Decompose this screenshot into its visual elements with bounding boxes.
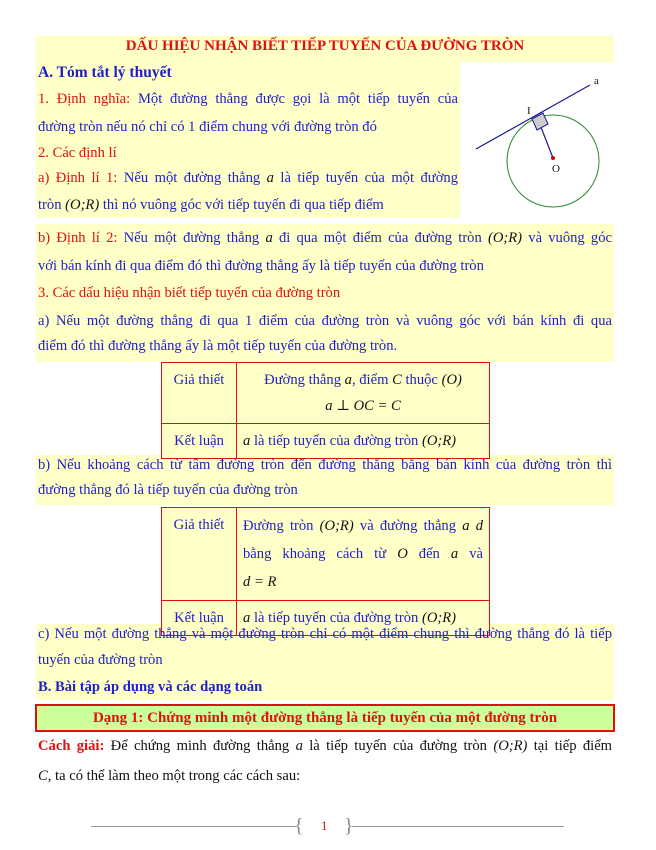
math: a <box>344 372 352 388</box>
math: a <box>295 738 303 754</box>
math: (O;R) <box>421 433 457 449</box>
definition-label: 1. Định nghĩa: <box>38 91 131 107</box>
table1-header-conclusion: Kết luận <box>162 424 237 459</box>
math: (O;R) <box>65 197 100 213</box>
sign1-line-1: a) Nếu một đường thẳng đi qua 1 điểm của đường tròn và vuông góc với bán kính đi qua <box>38 313 612 329</box>
text: tròn <box>38 197 62 213</box>
math: (O) <box>441 372 462 388</box>
text: là tiếp tuyến của đường tròn <box>253 433 419 449</box>
label-o: O <box>552 163 560 175</box>
text: và vuông góc <box>528 230 613 246</box>
circle <box>507 115 599 207</box>
math: (O;R) <box>488 230 523 246</box>
math: a <box>265 230 273 246</box>
table-sign-2 <box>161 507 490 636</box>
math: C <box>38 768 48 784</box>
sign2-line-2: đường thẳng đó là tiếp tuyến của đường tròn <box>38 482 298 498</box>
page-title: DẤU HIỆU NHẬN BIẾT TIẾP TUYẾN CỦA ĐƯỜNG TRÒN <box>125 38 525 54</box>
table1-conclusion <box>237 424 490 459</box>
text: là tiếp tuyến của đường tròn <box>309 738 487 754</box>
footer-line-right <box>352 826 564 827</box>
page-number: 1 <box>321 818 328 833</box>
signs-heading: 3. Các dấu hiệu nhận biết tiếp tuyến của đường tròn <box>38 285 341 301</box>
text: Đường thẳng <box>264 372 341 388</box>
table1-hypothesis <box>237 363 490 424</box>
sign2-line-1: b) Nếu khoảng cách từ tâm đường tròn đến đường thẳng bằng bán kính của đường tròn thì <box>38 457 612 473</box>
method-line-1 <box>38 737 612 755</box>
text: và <box>469 546 484 562</box>
footer-bracket-right: } <box>344 815 354 837</box>
label-i: I <box>527 105 531 117</box>
section-a-heading: A. Tóm tắt lý thuyết <box>38 64 172 81</box>
text: , điểm <box>351 372 389 388</box>
text: Đường tròn <box>243 518 314 534</box>
math: d <box>475 518 484 534</box>
text: Để chứng minh đường thẳng <box>110 738 290 754</box>
definition-text: Một đường thẳng được gọi là một tiếp tuyến của <box>137 91 458 107</box>
footer-line-left <box>91 826 296 827</box>
text: thì nó vuông góc với tiếp tuyến đi qua tiếp điểm <box>102 197 384 213</box>
text: tại tiếp điểm <box>533 738 613 754</box>
table2-header-conclusion: Kết luận <box>162 601 237 636</box>
method-line-2 <box>38 767 612 785</box>
math: (O;R) <box>493 738 528 754</box>
math: (O;R) <box>319 518 354 534</box>
math: a <box>266 170 274 186</box>
math: a <box>450 546 459 562</box>
math: a ⊥ OC = C <box>325 398 401 414</box>
text: bằng khoảng cách từ <box>243 546 387 562</box>
theorem1-label: a) Định lí 1: <box>38 170 118 186</box>
footer-bracket-left: { <box>294 815 304 837</box>
tangent-figure <box>460 62 620 212</box>
table2-hypothesis <box>237 508 490 601</box>
sign1-line-2: điểm đó thì đường thẳng ấy là một tiếp tuyến của đường tròn. <box>38 338 398 354</box>
theorem2-line-2: với bán kính đi qua điểm đó thì đường thẳng ấy là tiếp tuyến của đường tròn <box>38 258 484 274</box>
theorem1-line-1 <box>38 169 458 187</box>
theorems-heading: 2. Các định lí <box>38 145 117 161</box>
method-label: Cách giải: <box>38 738 105 754</box>
text: đi qua một điểm của đường tròn <box>278 230 482 246</box>
math: O <box>397 546 408 562</box>
definition-line-1 <box>38 90 458 108</box>
math: C <box>392 372 402 388</box>
math: a <box>243 433 251 449</box>
label-a: a <box>594 75 599 87</box>
text: là tiếp tuyến của đường tròn <box>253 610 419 626</box>
sign3-line-2: tuyến của đường tròn <box>38 652 163 668</box>
text: Nếu một đường thẳng <box>123 230 260 246</box>
theorem2-label: b) Định lí 2: <box>38 230 118 246</box>
text: thuộc <box>405 372 438 388</box>
tangent-line <box>476 85 590 149</box>
definition-line-2: đường tròn nếu nó chỉ có 1 điểm chung với đường tròn đó <box>38 119 377 135</box>
text: và đường thẳng <box>359 518 457 534</box>
table-sign-1 <box>161 362 490 459</box>
table2-header-hypothesis: Giả thiết <box>162 508 237 601</box>
math: (O;R) <box>421 610 457 626</box>
math: d = R <box>243 574 277 590</box>
table1-header-hypothesis: Giả thiết <box>162 363 237 424</box>
text: , ta có thể làm theo một trong các cách sau: <box>47 768 301 784</box>
section-b-heading: B. Bài tập áp dụng và các dạng toán <box>38 679 263 695</box>
math: a <box>462 518 470 534</box>
text: là tiếp tuyến của một đường <box>280 170 459 186</box>
theorem2-line-1 <box>38 229 612 247</box>
text: đến <box>418 546 440 562</box>
math: a <box>243 610 251 626</box>
center-point <box>551 156 555 160</box>
dang-1-banner: Dạng 1: Chứng minh một đường thẳng là tiếp tuyến của một đường tròn <box>35 704 615 732</box>
text: Nếu một đường thẳng <box>123 170 261 186</box>
sign3-line-1: c) Nếu một đường thẳng và một đường tròn chỉ có một điểm chung thì đường thẳng đó là tiếp <box>38 626 612 642</box>
